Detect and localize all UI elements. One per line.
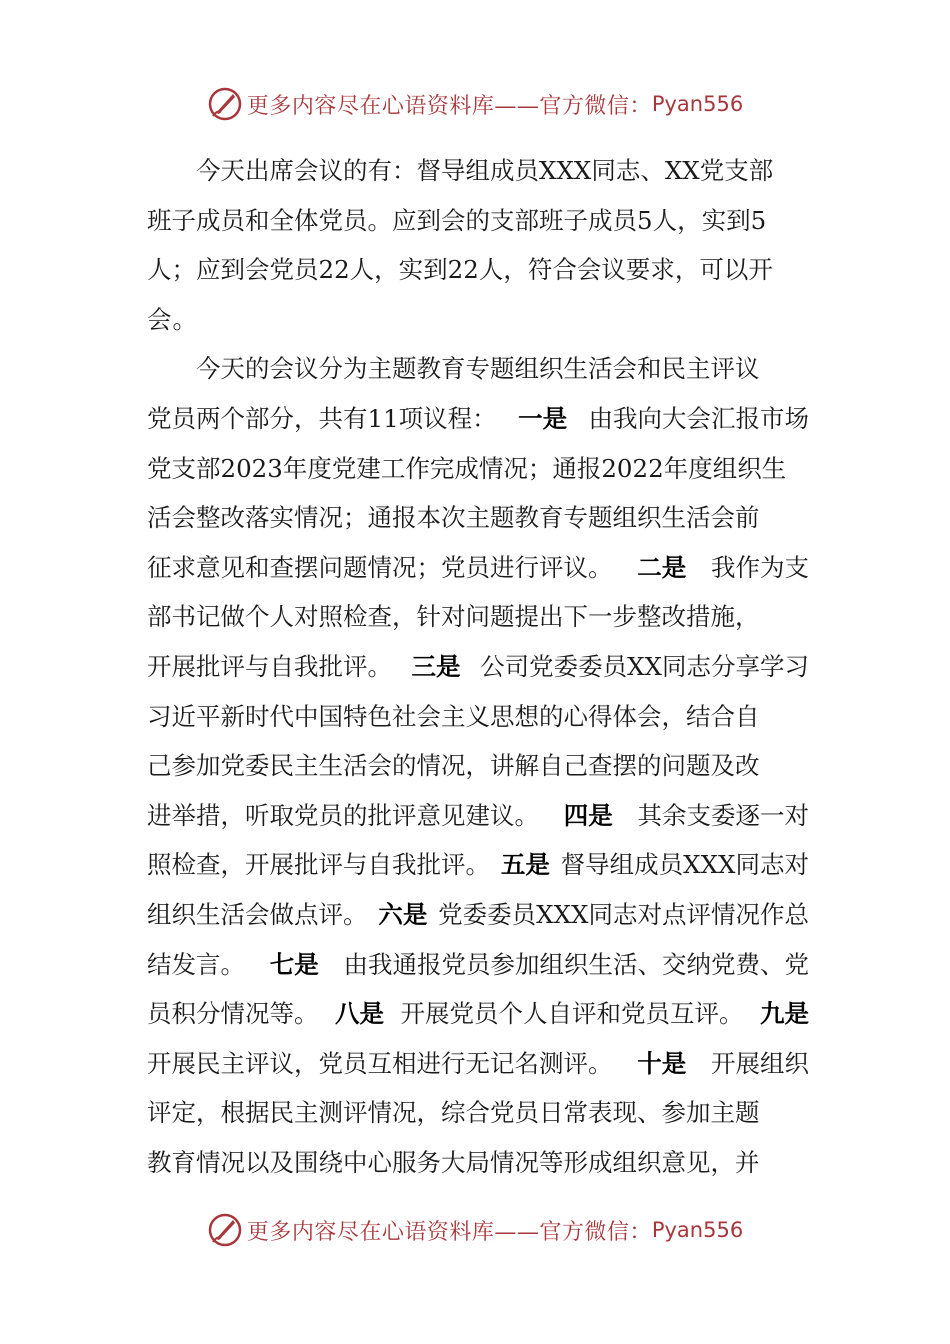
text-line: 己参加党委民主生活会的情况，讲解自己查摆的问题及改 <box>147 751 760 781</box>
text-line: 员积分情况等。 八是 开展党员个人自评和党员互评。 九是 <box>147 989 809 1039</box>
text-line: 组织生活会做点评。 六是 党委委员XXX同志对点评情况作总 <box>147 890 809 940</box>
quill-logo-icon <box>207 86 243 122</box>
agenda-marker: 十是 <box>637 1048 687 1078</box>
text-line: 教育情况以及围绕中心服务大局情况等形成组织意见，并 <box>147 1147 760 1177</box>
text-line: 征求意见和查摆问题情况；党员进行评议。 二是 我作为支 <box>147 543 809 593</box>
banner-text: 更多内容尽在心语资料库——官方微信： <box>246 93 652 119</box>
text-line: 进举措，听取党员的批评意见建议。 四是 其余支委逐一对 <box>147 791 809 841</box>
banner-wechat-id: Pyan556 <box>651 92 744 116</box>
document-body <box>147 146 809 1187</box>
text-line: 开展批评与自我批评。 三是 公司党委委员XX同志分享学习 <box>147 642 809 692</box>
text-line: 会。 <box>147 304 198 334</box>
quill-logo-icon <box>207 1212 243 1248</box>
text-line: 部书记做个人对照检查，针对问题提出下一步整改措施， <box>147 602 760 632</box>
agenda-marker: 四是 <box>563 800 613 830</box>
text-line: 评定，根据民主测评情况，综合党员日常表现、参加主题 <box>147 1098 760 1128</box>
text-line: 人；应到会党员22人，实到22人，符合会议要求，可以开 <box>147 255 773 285</box>
agenda-marker: 三是 <box>411 651 461 681</box>
agenda-marker: 五是 <box>500 850 550 880</box>
text-line: 党支部2023年度党建工作完成情况；通报2022年度组织生 <box>147 453 787 483</box>
text-line: 班子成员和全体党员。应到会的支部班子成员5人，实到5 <box>147 205 767 235</box>
text-line: 党员两个部分，共有11项议程： 一是 由我向大会汇报市场 <box>147 394 809 444</box>
agenda-marker: 九是 <box>760 999 809 1029</box>
text-line: 开展民主评议，党员互相进行无记名测评。 十是 开展组织 <box>147 1039 809 1089</box>
text-line: 活会整改落实情况；通报本次主题教育专题组织生活会前 <box>147 503 760 533</box>
banner-wechat-id: Pyan556 <box>651 1218 744 1242</box>
text-line: 今天的会议分为主题教育专题组织生活会和民主评议 <box>196 354 760 384</box>
agenda-marker: 一是 <box>518 403 568 433</box>
agenda-marker: 六是 <box>378 899 428 929</box>
banner-text: 更多内容尽在心语资料库——官方微信： <box>246 1219 652 1245</box>
text-line: 结发言。 七是 由我通报党员参加组织生活、交纳党费、党 <box>147 940 809 990</box>
agenda-marker: 八是 <box>335 999 384 1029</box>
text-line: 今天出席会议的有：督导组成员XXX同志、XX党支部 <box>196 156 774 185</box>
text-line: 习近平新时代中国特色社会主义思想的心得体会，结合自 <box>147 701 760 731</box>
text-line: 照检查，开展批评与自我批评。 五是 督导组成员XXX同志对 <box>147 840 809 890</box>
agenda-marker: 二是 <box>637 552 687 582</box>
footer-banner <box>0 1210 950 1250</box>
agenda-marker: 七是 <box>269 949 319 979</box>
header-banner <box>0 84 950 124</box>
